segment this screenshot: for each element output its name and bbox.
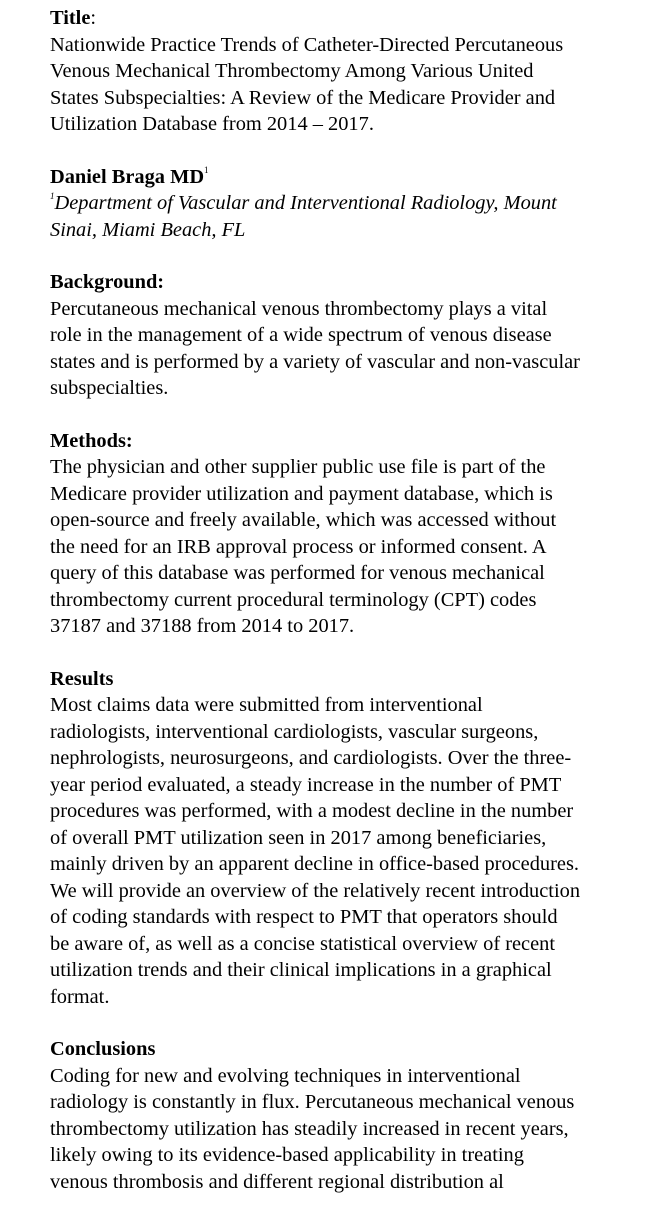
results-line: utilization trends and their clinical implications in a graphical bbox=[50, 959, 552, 981]
title-line: Nationwide Practice Trends of Catheter-Directed Percutaneous bbox=[50, 33, 564, 56]
results-section bbox=[50, 666, 656, 1011]
title-heading bbox=[50, 5, 656, 32]
abstract-document bbox=[50, 5, 656, 1221]
results-line: Most claims data were submitted from interventional bbox=[50, 694, 483, 716]
results-line: procedures was performed, with a modest decline in the number bbox=[50, 800, 574, 822]
background-line: subspecialties. bbox=[50, 377, 169, 399]
methods-heading: Methods: bbox=[50, 429, 133, 452]
title-line: Venous Mechanical Thrombectomy Among Various United bbox=[50, 60, 534, 82]
author-section bbox=[50, 164, 656, 244]
title-heading-text: Title bbox=[50, 7, 91, 29]
background-section bbox=[50, 269, 656, 402]
affiliation-line bbox=[50, 190, 656, 217]
conclusions-heading: Conclusions bbox=[50, 1038, 156, 1060]
results-line: radiologists, interventional cardiologists, vascular surgeons, bbox=[50, 720, 539, 743]
methods-section bbox=[50, 428, 656, 640]
results-line: be aware of, as well as a concise statistical overview of recent bbox=[50, 932, 556, 955]
results-line: mainly driven by an apparent decline in office-based procedures. bbox=[50, 853, 580, 875]
conclusions-line: radiology is constantly in flux. Percutaneous mechanical venous bbox=[50, 1091, 575, 1113]
background-line: Percutaneous mechanical venous thrombectomy plays a vital bbox=[50, 297, 548, 320]
conclusions-line: venous thrombosis and different regional distribution al bbox=[50, 1170, 504, 1193]
author-name bbox=[50, 164, 656, 191]
methods-line: The physician and other supplier public use file is part of the bbox=[50, 456, 546, 478]
conclusions-line: likely owing to its evidence-based applicability in treating bbox=[50, 1144, 524, 1166]
results-line: format. bbox=[50, 985, 110, 1008]
conclusions-section bbox=[50, 1036, 656, 1195]
affiliation-superscript: 1 bbox=[50, 191, 55, 201]
results-heading: Results bbox=[50, 667, 114, 690]
title-section bbox=[50, 5, 656, 138]
methods-line: query of this database was performed for venous mechanical bbox=[50, 562, 545, 584]
affiliation-line-text: Department of Vascular and Interventional Radiology, Mount bbox=[54, 192, 557, 214]
methods-line: 37187 and 37188 from 2014 to 2017. bbox=[50, 615, 355, 637]
title-line: States Subspecialties: A Review of the Medicare Provider and bbox=[50, 86, 556, 109]
results-line: of coding standards with respect to PMT that operators should bbox=[50, 906, 558, 928]
results-line: of overall PMT utilization seen in 2017 among beneficiaries, bbox=[50, 826, 547, 849]
results-line: nephrologists, neurosurgeons, and cardiologists. Over the three- bbox=[50, 747, 572, 769]
author-name-text: Daniel Braga MD bbox=[50, 165, 205, 188]
conclusions-line: Coding for new and evolving techniques in interventional bbox=[50, 1064, 521, 1087]
background-heading: Background: bbox=[50, 271, 165, 293]
methods-line: open-source and freely available, which was accessed without bbox=[50, 509, 557, 531]
author-superscript: 1 bbox=[204, 164, 209, 175]
title-line: Utilization Database from 2014 – 2017. bbox=[50, 113, 374, 135]
conclusions-line: thrombectomy utilization has steadily increased in recent years, bbox=[50, 1117, 569, 1140]
author-affiliation bbox=[50, 190, 656, 243]
background-line: role in the management of a wide spectrum of venous disease bbox=[50, 324, 552, 346]
methods-line: the need for an IRB approval process or informed consent. A bbox=[50, 535, 547, 558]
methods-line: thrombectomy current procedural terminology (CPT) codes bbox=[50, 588, 537, 611]
title-heading-colon: : bbox=[90, 7, 97, 29]
background-line: states and is performed by a variety of vascular and non-vascular bbox=[50, 350, 580, 373]
methods-line: Medicare provider utilization and payment database, which is bbox=[50, 482, 553, 505]
results-line: We will provide an overview of the relatively recent introduction bbox=[50, 879, 581, 902]
results-line: year period evaluated, a steady increase in the number of PMT bbox=[50, 773, 562, 796]
affiliation-line: Sinai, Miami Beach, FL bbox=[50, 218, 246, 241]
